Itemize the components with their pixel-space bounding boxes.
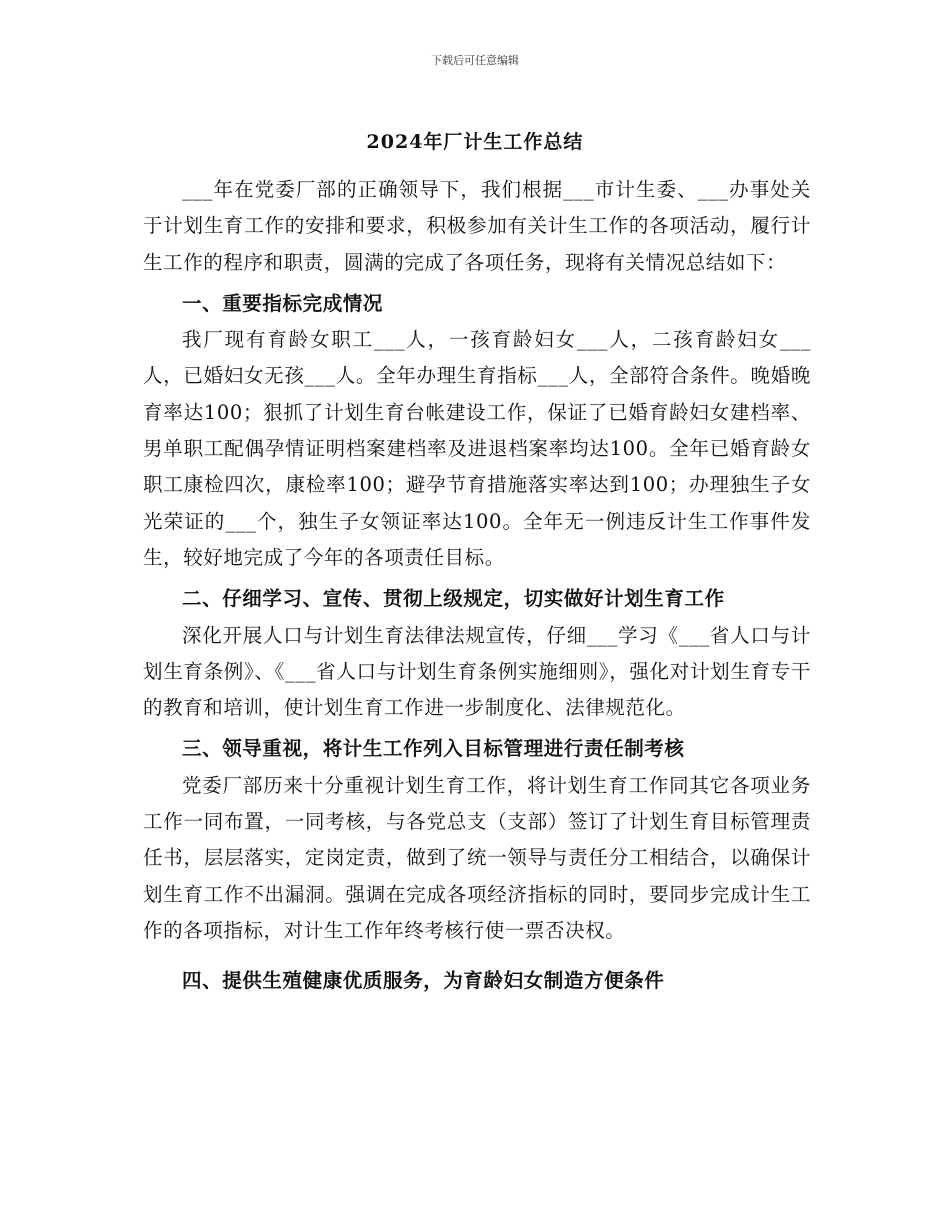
section-4-heading: 四、提供生殖健康优质服务，为育龄妇女制造方便条件 xyxy=(182,969,665,993)
intro-paragraph: ___年在党委厂部的正确领导下，我们根据___市计生委、___办事处关于计划生育工作的安排和要求，积极参加有关计生工作的各项活动，履行计生工作的程序和职责，圆满的完成了各项任务，现将有关情况总结如下： xyxy=(143,178,811,274)
section-2-body: 深化开展人口与计划生育法律法规宣传，仔细___学习《___省人口与计划生育条例》、《___省人口与计划生育条例实施细则》，强化对计划生育专干的教育和培训，使计划生育工作进一步制度化、法律规范化。 xyxy=(143,623,811,720)
section-3-body: 党委厂部历来十分重视计划生育工作，将计划生育工作同其它各项业务工作一同布置，一同考核，与各党总支（支部）签订了计划生育目标管理责任书，层层落实，定岗定责，做到了统一领导与责任分工相结合，以确保计划生育工作不出漏洞。强调在完成各项经济指标的同时，要同步完成计生工作的各项指标，对计生工作年终考核行使一票否决权。 xyxy=(143,773,811,942)
page-header-note: 下载后可任意编辑 xyxy=(431,54,519,67)
document-title: 2024年厂计生工作总结 xyxy=(366,131,584,153)
section-1-body: 我厂现有育龄女职工___人，一孩育龄妇女___人，二孩育龄妇女___人，已婚妇女无孩___人。全年办理生育指标___人，全部符合条件。晚婚晚育率达100；狠抓了计划生育台帐建设工作，保证了已婚育龄妇女建档率、男单职工配偶孕情证明档案建档率及进退档案率均达100。全年已婚育龄女职工康检四次，康检率100；避孕节育措施落实率达到100；办理独生子女光荣证的___个，独生子女领证率达100。全年无一例违反计生工作事件发生，较好地完成了今年的各项责任目标。 xyxy=(143,328,811,569)
document-body xyxy=(143,172,811,1000)
section-3-heading: 三、领导重视，将计生工作列入目标管理进行责任制考核 xyxy=(182,737,685,761)
section-1-heading: 一、重要指标完成情况 xyxy=(182,291,384,315)
section-2-heading: 二、仔细学习、宣传、贯彻上级规定，切实做好计划生育工作 xyxy=(182,587,725,611)
